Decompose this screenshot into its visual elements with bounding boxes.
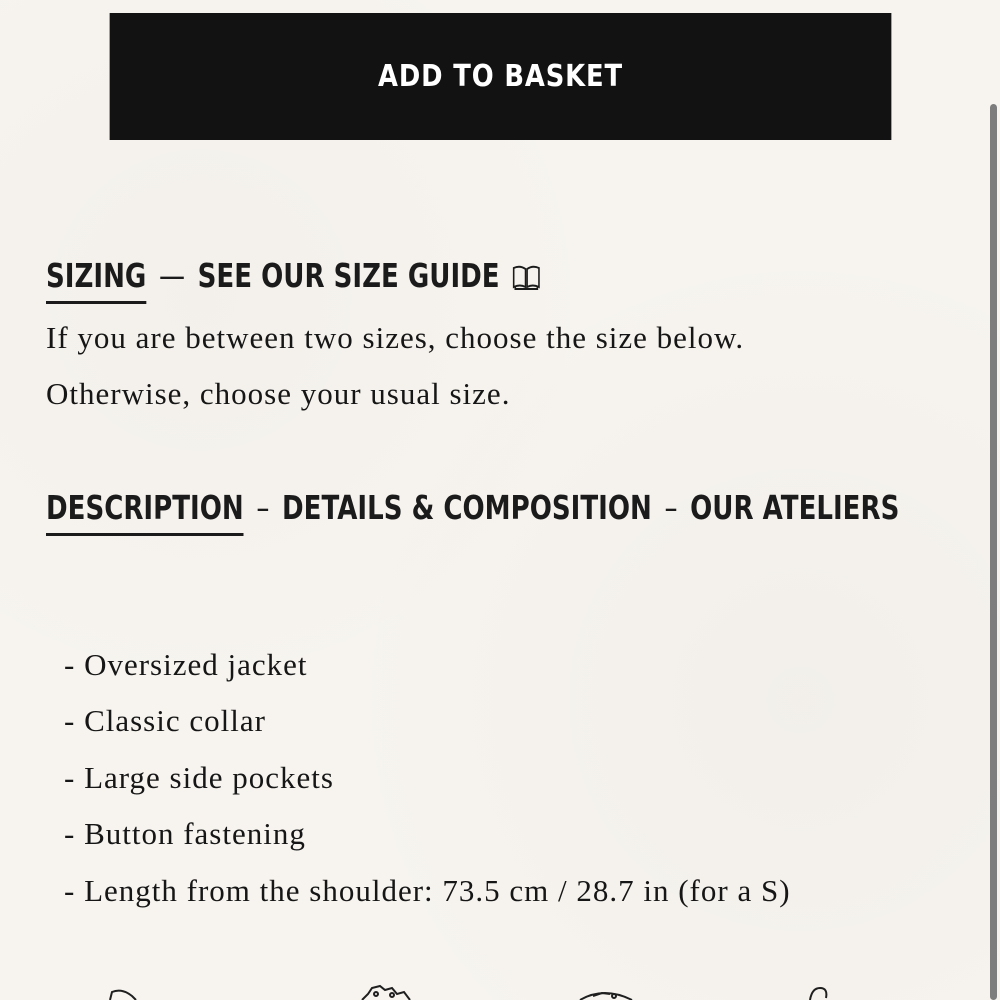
add-to-basket-label: ADD TO BASKET <box>378 59 623 94</box>
description-item: - Large side pockets <box>64 759 334 795</box>
size-guide-link[interactable]: SEE OUR SIZE GUIDE <box>197 256 500 295</box>
description-separator-2: – <box>664 488 678 527</box>
sizing-header <box>46 256 541 304</box>
tab-description[interactable]: DESCRIPTION <box>46 488 244 536</box>
scrollbar-thumb[interactable] <box>990 104 997 1000</box>
description-item: - Oversized jacket <box>64 647 308 682</box>
sizing-text-line-1: If you are between two sizes, choose the size below. <box>46 320 745 355</box>
description-list <box>64 637 791 919</box>
add-to-basket-button[interactable] <box>110 13 892 140</box>
description-item: - Button fastening <box>64 816 306 852</box>
book-icon[interactable] <box>512 260 540 288</box>
tab-our-ateliers[interactable]: OUR ATELIERS <box>690 488 900 527</box>
description-separator-1: – <box>256 488 270 527</box>
description-item: - Length from the shoulder: 73.5 cm / 28.7 in (for a S) <box>64 872 791 908</box>
description-header <box>46 488 899 536</box>
description-item: - Classic collar <box>64 703 266 739</box>
tab-sizing[interactable]: SIZING <box>46 256 146 304</box>
sizing-text <box>46 310 946 422</box>
tab-details-composition[interactable]: DETAILS & COMPOSITION <box>282 488 652 527</box>
sizing-text-line-2: Otherwise, choose your usual size. <box>46 376 511 411</box>
sizing-separator: — <box>158 256 186 295</box>
